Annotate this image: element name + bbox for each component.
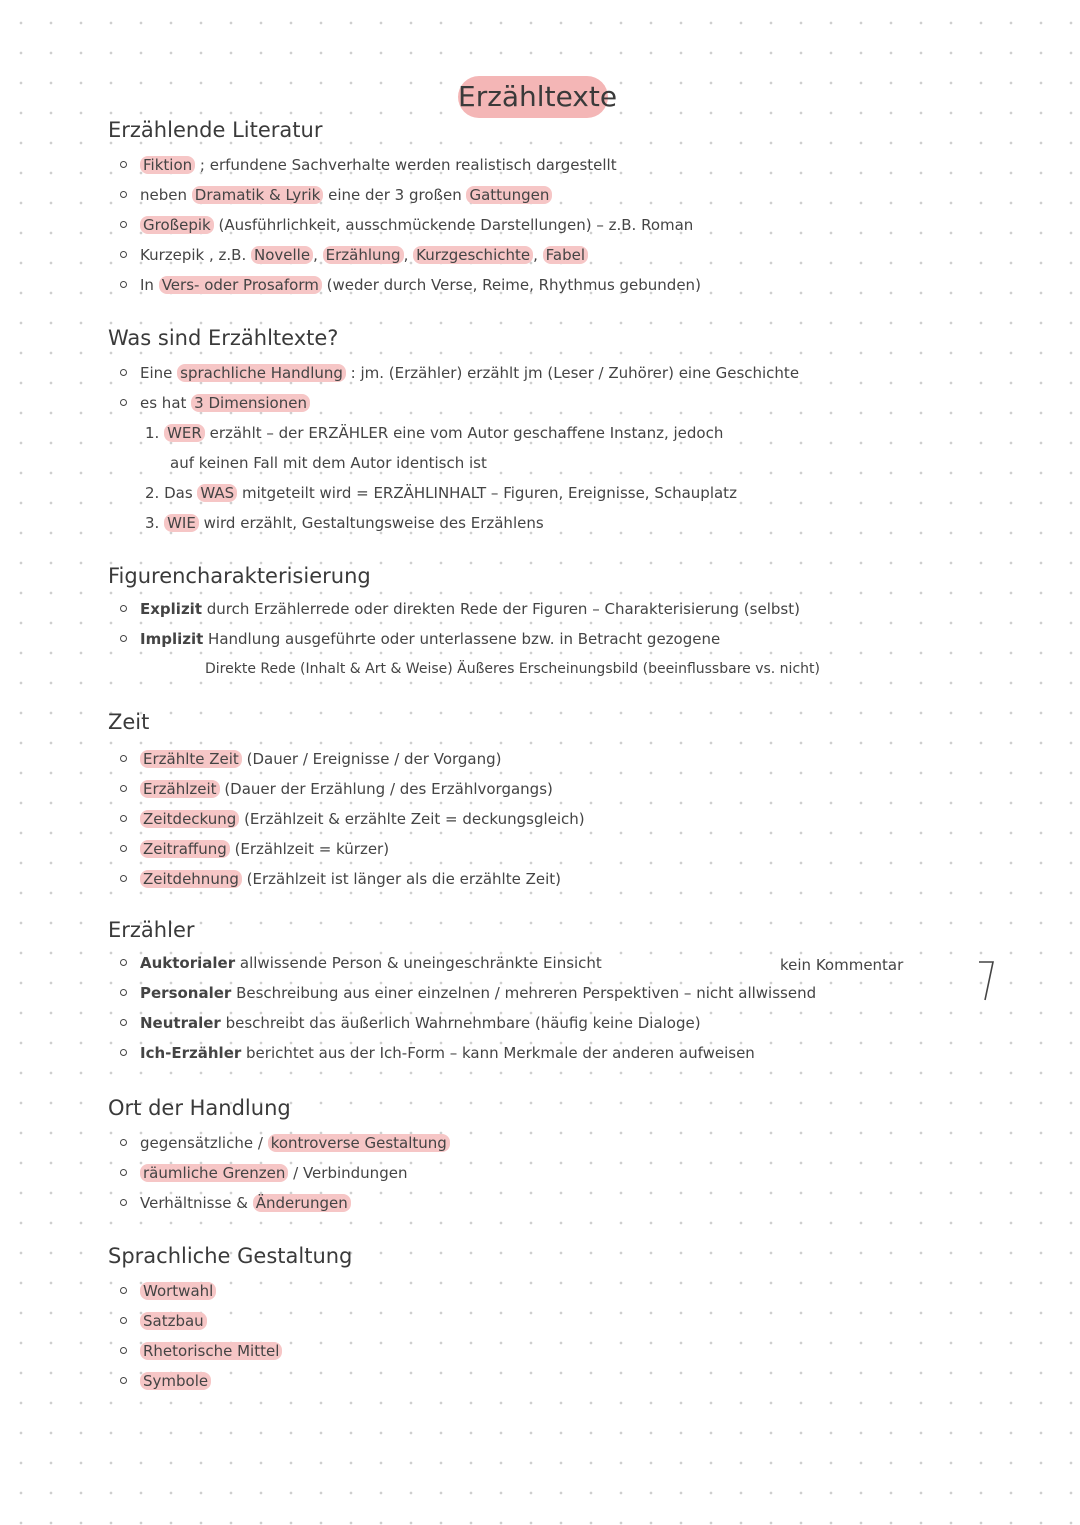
text: 2. Das [145,484,198,502]
heading-erzaehlende-literatur: Erzählende Literatur [108,118,323,142]
text: mitgeteilt wird = ERZÄHLINHALT – Figuren, Ereignisse, Schauplatz [237,484,737,502]
highlight: Dramatik & Lyrik [192,186,324,204]
highlight: Novelle [251,246,313,264]
list-item [118,210,701,240]
text: (Erzählzeit & erzählte Zeit = deckungsgleich) [239,810,585,828]
numbered-item-2 [145,478,737,508]
highlight: Erzählung [323,246,404,264]
highlight: Erzählzeit [140,780,220,798]
heading-erzaehler: Erzähler [108,918,195,942]
highlight: Zeitdehnung [140,870,242,888]
text: (Dauer / Ereignisse / der Vorgang) [241,750,502,768]
text: beschreibt das äußerlich Wahrnehmbare (häufig keine Dialoge) [220,1014,701,1032]
text: gegensätzliche / [140,1134,268,1152]
list-item [118,834,585,864]
text: 3. [145,514,165,532]
text: , [403,246,414,264]
list-item [118,1276,282,1306]
highlight: Zeitraffung [140,840,230,858]
highlight: Satzbau [140,1312,207,1330]
heading-ort-der-handlung: Ort der Handlung [108,1096,291,1120]
text: (weder durch Verse, Reime, Rhythmus gebunden) [321,276,701,294]
text: wird erzählt, Gestaltungsweise des Erzählens [198,514,544,532]
term: Auktorialer [140,954,236,972]
list-zeit [118,744,585,894]
text: allwissende Person & uneingeschränkte Einsicht [235,954,602,972]
bracket-mark [975,958,999,1004]
list-item [118,1008,816,1038]
text: (Erzählzeit ist länger als die erzählte Zeit) [241,870,562,888]
highlight: Wortwahl [140,1282,216,1300]
text: Handlung ausgeführte oder unterlassene bzw. in Betracht gezogene [203,630,721,648]
text: berichtet aus der Ich-Form – kann Merkmale der anderen aufweisen [241,1044,755,1062]
highlight: Großepik [140,216,214,234]
heading-was-sind-erzaehltexte: Was sind Erzähltexte? [108,326,339,350]
list-erzaehlende-literatur [118,150,701,300]
highlight: WER [164,424,205,442]
numbered-item-3 [145,508,544,538]
list-item [118,1158,450,1188]
term: Explizit [140,600,202,618]
list-item [118,1188,450,1218]
list-item [118,1366,282,1396]
highlight: Vers- oder Prosaform [159,276,322,294]
heading-zeit: Zeit [108,710,150,734]
text: eine der 3 großen [323,186,467,204]
highlight: räumliche Grenzen [140,1164,288,1182]
list-item [118,358,799,388]
list-item [118,744,585,774]
list-item [118,1336,282,1366]
list-item [118,948,816,978]
list-item [118,804,585,834]
text: Eine [140,364,178,382]
highlight: kontroverse Gestaltung [268,1134,450,1152]
text: Kurzepik , z.B. [140,246,252,264]
list-item [118,1038,816,1068]
numbered-item-1-continued: auf keinen Fall mit dem Autor identisch ist [170,454,487,472]
list-erzaehler [118,948,816,1068]
list-item [118,240,701,270]
text: (Erzählzeit = kürzer) [229,840,390,858]
highlight: Änderungen [253,1194,351,1212]
highlight: Symbole [140,1372,211,1390]
highlight: Zeitdeckung [140,810,239,828]
page-title: Erzähltexte [458,76,608,118]
highlight: sprachliche Handlung [177,364,346,382]
text: ; erfundene Sachverhalte werden realistisch dargestellt [195,156,617,174]
text: 1. [145,424,165,442]
text: , [313,246,323,264]
text: / Verbindungen [288,1164,408,1182]
heading-sprachliche-gestaltung: Sprachliche Gestaltung [108,1244,353,1268]
highlight: WIE [164,514,199,532]
list-item [118,774,585,804]
highlight: Kurzgeschichte [413,246,533,264]
list-figurencharakterisierung [118,594,800,654]
list-item [118,180,701,210]
list-item [118,864,585,894]
list-item [118,388,799,418]
list-item [118,978,816,1008]
numbered-item-1 [145,418,723,448]
highlight: WAS [197,484,237,502]
text: Verhältnisse & [140,1194,253,1212]
highlight: Rhetorische Mittel [140,1342,282,1360]
implizit-detail: Direkte Rede (Inhalt & Art & Weise) Äußeres Erscheinungsbild (beeinflussbare vs. nicht) [205,661,820,677]
list-item [118,150,701,180]
text: durch Erzählerrede oder direkten Rede der Figuren – Charakterisierung (selbst) [202,600,800,618]
text: (Ausführlichkeit, ausschmückende Darstellungen) – z.B. Roman [213,216,694,234]
highlight: Erzählte Zeit [140,750,242,768]
list-item [118,270,701,300]
text: (Dauer der Erzählung / des Erzählvorgangs) [219,780,553,798]
highlight: Fabel [543,246,588,264]
term: Neutraler [140,1014,221,1032]
side-note-kein-kommentar: kein Kommentar [780,956,904,974]
text: erzählt – der ERZÄHLER eine vom Autor geschaffene Instanz, jedoch [204,424,724,442]
text: Beschreibung aus einer einzelnen / mehreren Perspektiven – nicht allwissend [231,984,817,1002]
text: : jm. (Erzähler) erzählt jm (Leser / Zuhörer) eine Geschichte [345,364,800,382]
text: , [533,246,543,264]
highlight: 3 Dimensionen [191,394,310,412]
list-item [118,624,800,654]
highlight: Gattungen [466,186,552,204]
list-ort-der-handlung [118,1128,450,1218]
list-item [118,594,800,624]
term: Ich-Erzähler [140,1044,242,1062]
text: es hat [140,394,192,412]
list-was-sind-erzaehltexte [118,358,799,418]
list-item [118,1306,282,1336]
text: neben [140,186,192,204]
highlight: Fiktion [140,156,195,174]
list-sprachliche-gestaltung [118,1276,282,1396]
list-item [118,1128,450,1158]
text: In [140,276,159,294]
heading-figurencharakterisierung: Figurencharakterisierung [108,564,371,588]
term: Implizit [140,630,204,648]
term: Personaler [140,984,232,1002]
